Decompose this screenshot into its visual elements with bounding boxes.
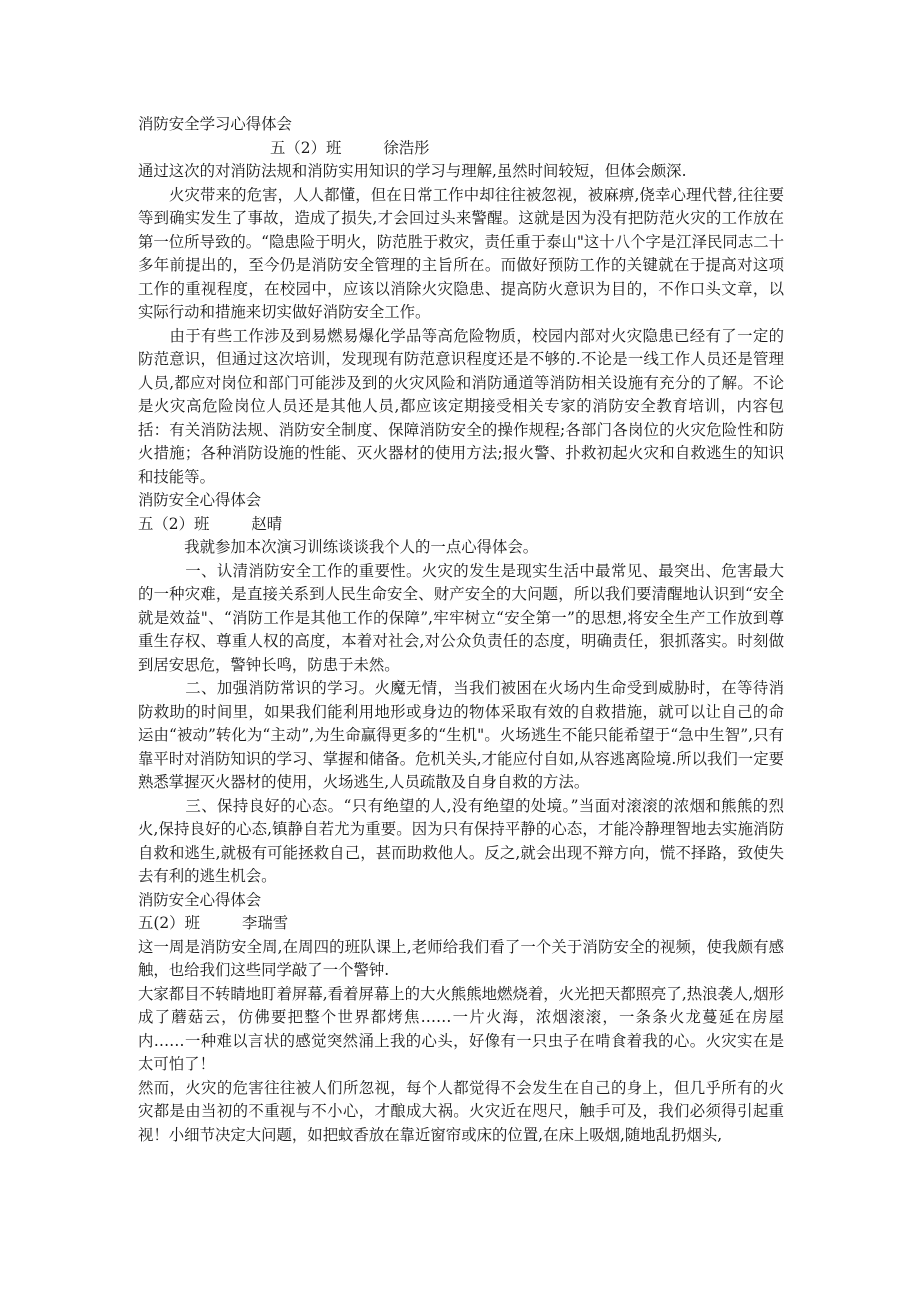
- paragraph: 这一周是消防安全周,在周四的班队课上,老师给我们看了一个关于消防安全的视频，使我颇有感触，也给我们这些同学敲了一个警钟.: [138, 937, 784, 979]
- author-name: 赵晴: [251, 514, 283, 533]
- paragraph: 通过这次的对消防法规和消防实用知识的学习与理解,虽然时间较短，但体会颇深.: [138, 162, 687, 180]
- essay-title: 消防安全心得体会: [138, 890, 262, 909]
- class-name: 五（2）班: [270, 138, 342, 157]
- document-page: [138, 113, 784, 1147]
- paragraph: 三、保持良好的心态。“只有绝望的人,没有绝望的处境。”当面对滚滚的浓烟和熊熊的烈火,保持良好的心态,镇静自若尤为重要。因为只有保持平静的心态，才能冷静理智地去实施消防自救和逃生,就极有可能拯救自己，甚而助救他人。反之,就会出现不辩方向，慌不择路，致使失去有利的逃生机会。: [138, 796, 784, 885]
- essay-byline: [138, 137, 784, 161]
- paragraph: 火灾带来的危害，人人都懂，但在日常工作中却往往被忽视，被麻痹,侥幸心理代替,往往要等到确实发生了事故，造成了损失,才会回过头来警醒。这就是因为没有把防范火灾的工作放在第一位所导致的。“隐患险于明火，防范胜于救灾，责任重于泰山"这十八个字是江泽民同志二十多年前提出的，至今仍是消防安全管理的主旨所在。而做好预防工作的关键就在于提高对这项工作的重视程度，在校园中，应该以消除火灾隐患、提高防火意识为目的，不作口头文章，以实际行动和措施来切实做好消防安全工作。: [138, 185, 784, 321]
- paragraph: 一、认清消防安全工作的重要性。火灾的发生是现实生活中最常见、最突出、危害最大的一种灾难，是直接关系到人民生命安全、财产安全的大问题，所以我们要清醒地认识到“安全就是效益"、“消防工作是其他工作的保障”,牢牢树立“安全第一”的思想,将安全生产工作放到尊重生存权、尊重人权的高度，本着对社会,对公众负责任的态度，明确责任，狠抓落实。时刻做到居安思危，警钟长鸣，防患于未然。: [138, 561, 784, 674]
- class-name: 五(2）班: [138, 914, 200, 932]
- class-name: 五（2）班: [138, 514, 210, 533]
- paragraph: 二、加强消防常识的学习。火魔无情，当我们被困在火场内生命受到威胁时，在等待消防救助的时间里，如果我们能利用地形或身边的物体采取有效的自救措施，就可以让自己的命运由“被动”转化为“主动”,为生命赢得更多的“生机"。火场逃生不能只能希望于“急中生智”,只有靠平时对消防知识的学习、掌握和储备。危机关头,才能应付自如,从容逃离险境.所以我们一定要熟悉掌握灭火器材的使用，火场逃生,人员疏散及自身自救的方法。: [138, 679, 784, 791]
- essay-section-1: [138, 113, 784, 489]
- essay-byline: [138, 912, 784, 936]
- essay-byline: [138, 513, 784, 537]
- essay-title: 消防安全学习心得体会: [138, 115, 292, 133]
- essay-title: 消防安全心得体会: [138, 491, 262, 509]
- essay-section-3: [138, 889, 784, 1148]
- paragraph: 由于有些工作涉及到易燃易爆化学品等高危险物质，校园内部对火灾隐患已经有了一定的防范意识，但通过这次培训，发现现有防范意识程度还是不够的.不论是一线工作人员还是管理人员,都应对岗位和部门可能涉及到的火灾风险和消防通道等消防相关设施有充分的了解。不论是火灾高危险岗位人员还是其他人员,都应该定期接受相关专家的消防安全教育培训，内容包括：有关消防法规、消防安全制度、保障消防安全的操作规程;各部门各岗位的火灾危险性和防火措施；各种消防设施的性能、灭火器材的使用方法;报火警、扑救初起火灾和自救逃生的知识和技能等。: [138, 326, 784, 486]
- paragraph: 然而，火灾的危害往往被人们所忽视，每个人都觉得不会发生在自己的身上，但几乎所有的火灾都是由当初的不重视与不小心，才酿成大祸。火灾近在咫尺，触手可及，我们必须得引起重视！小细节决定大问题，如把蚊香放在靠近窗帘或床的位置,在床上吸烟,随地乱扔烟头,: [138, 1078, 784, 1144]
- paragraph: 大家都目不转睛地盯着屏幕,看着屏幕上的大火熊熊地燃烧着，火光把天都照亮了,热浪袭人,烟形成了蘑菇云，仿佛要把整个世界都烤焦……一片火海，浓烟滚滚，一条条火龙蔓延在房屋内……一种难以言状的感觉突然涌上我的心头，好像有一只虫子在啃食着我的心。火灾实在是太可怕了！: [138, 984, 784, 1073]
- essay-section-2: [138, 489, 784, 889]
- author-name: 李瑞雪: [241, 914, 289, 932]
- author-name: 徐浩彤: [383, 138, 430, 157]
- paragraph: 我就参加本次演习训练谈谈我个人的一点心得体会。: [138, 538, 539, 556]
